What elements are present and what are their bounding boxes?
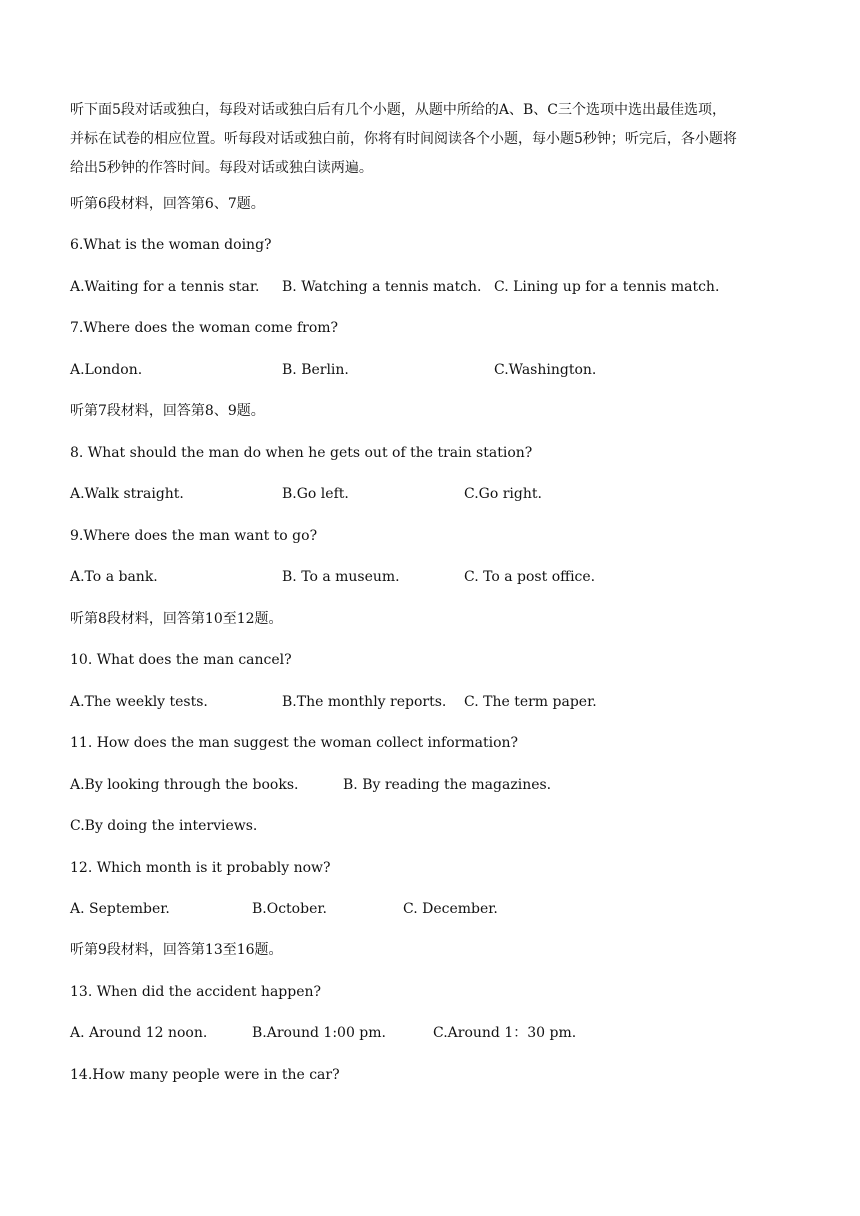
option-a: A.Walk straight.	[70, 486, 184, 502]
instructions-line: 听下面5段对话或独白，每段对话或独白后有几个小题，从题中所给的A、B、C三个选项中选出最佳选项，	[70, 102, 727, 118]
option-c: C.Washington.	[494, 362, 597, 378]
section-heading: 听第6段材料，回答第6、7题。	[70, 196, 265, 212]
option-c: C.Around 1：30 pm.	[433, 1025, 577, 1041]
option-a: A.London.	[70, 362, 143, 378]
question-stem: 6.What is the woman doing?	[70, 237, 272, 253]
option-b: B.Go left.	[282, 486, 349, 502]
question-stem: 12. Which month is it probably now?	[70, 860, 331, 876]
section-heading: 听第9段材料，回答第13至16题。	[70, 942, 283, 958]
section-heading: 听第7段材料，回答第8、9题。	[70, 403, 265, 419]
instructions-line: 并标在试卷的相应位置。听每段对话或独白前，你将有时间阅读各个小题，每小题5秒钟；听完后，各小题将	[70, 131, 737, 147]
option-a: A.Waiting for a tennis star.	[70, 279, 260, 295]
option-b: B. Berlin.	[282, 362, 349, 378]
question-stem: 10. What does the man cancel?	[70, 652, 292, 668]
option-a: A. Around 12 noon.	[70, 1025, 208, 1041]
option-b: B. By reading the magazines.	[343, 777, 552, 793]
option-c: C. Lining up for a tennis match.	[494, 279, 720, 295]
option-c: C.Go right.	[464, 486, 542, 502]
option-a: A.The weekly tests.	[70, 694, 208, 710]
option-a: A. September.	[70, 901, 170, 917]
question-stem: 14.How many people were in the car?	[70, 1067, 340, 1083]
question-stem: 13. When did the accident happen?	[70, 984, 322, 1000]
instructions-line: 给出5秒钟的作答时间。每段对话或独白读两遍。	[70, 160, 373, 176]
listening-instructions	[70, 96, 792, 183]
option-b: B.The monthly reports.	[282, 694, 447, 710]
option-a: A.To a bank.	[70, 569, 158, 585]
section-heading: 听第8段材料，回答第10至12题。	[70, 611, 283, 627]
question-stem: 7.Where does the woman come from?	[70, 320, 339, 336]
option-c: C. To a post office.	[464, 569, 596, 585]
question-stem: 11. How does the man suggest the woman collect information?	[70, 735, 519, 751]
option-b: B.October.	[252, 901, 327, 917]
option-b: B.Around 1:00 pm.	[252, 1025, 386, 1041]
question-stem: 8. What should the man do when he gets out of the train station?	[70, 445, 533, 461]
option-c: C. The term paper.	[464, 694, 597, 710]
option-a: A.By looking through the books.	[70, 777, 299, 793]
option-c: C.By doing the interviews.	[70, 818, 258, 834]
option-b: B. To a museum.	[282, 569, 400, 585]
option-b: B. Watching a tennis match.	[282, 279, 482, 295]
option-c: C. December.	[403, 901, 498, 917]
question-stem: 9.Where does the man want to go?	[70, 528, 318, 544]
